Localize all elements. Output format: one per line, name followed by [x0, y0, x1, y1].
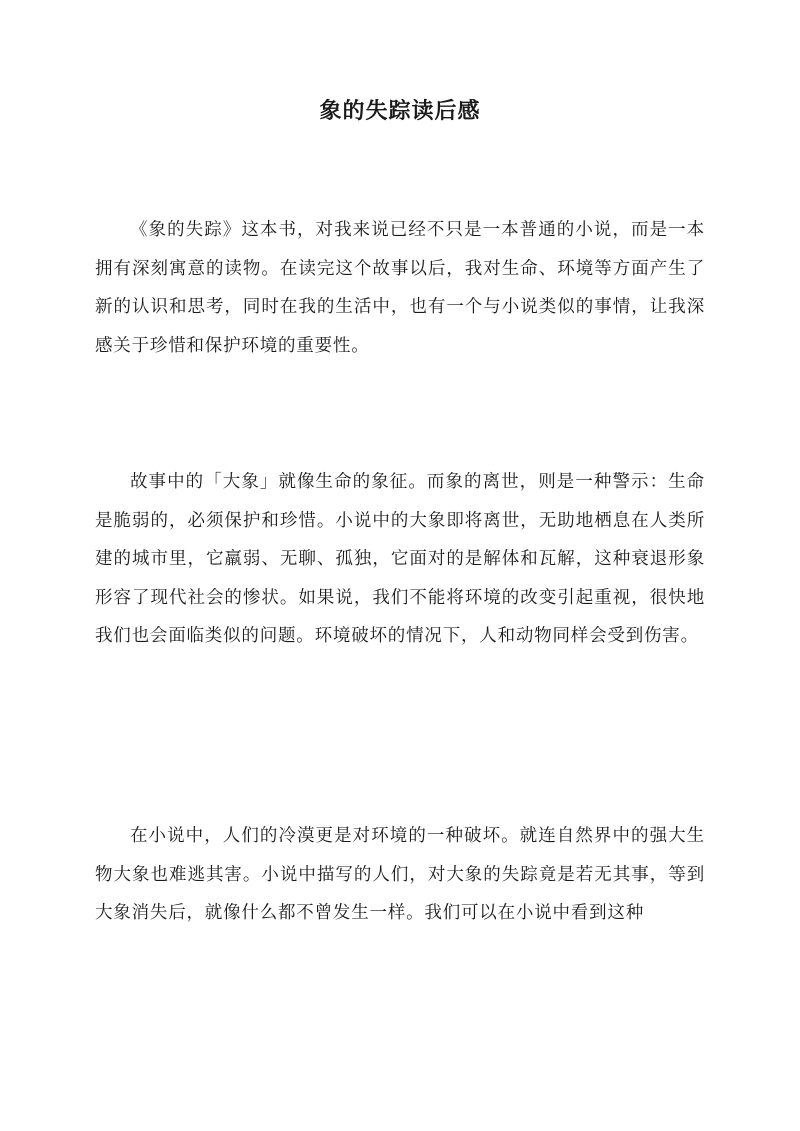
- document-title: 象的失踪读后感: [319, 98, 481, 124]
- paragraph-2: 故事中的「大象」就像生命的象征。而象的离世，则是一种警示：生命是脆弱的，必须保护和珍惜。小说中的大象即将离世，无助地栖息在人类所建的城市里，它羸弱、无聊、孤独，它面对的是解体和瓦解，这种衰退形象形容了现代社会的惨状。如果说，我们不能将环境的改变引起重视，很快地我们也会面临类似的问题。环境破坏的情况下，人和动物同样会受到伤害。: [95, 472, 705, 646]
- paragraph-1: 《象的失踪》这本书，对我来说已经不只是一本普通的小说，而是一本拥有深刻寓意的读物。在读完这个故事以后，我对生命、环境等方面产生了新的认识和思考，同时在我的生活中，也有一个与小说类似的事情，让我深感关于珍惜和保护环境的重要性。: [95, 220, 705, 356]
- paragraph-3: 在小说中，人们的冷漠更是对环境的一种破坏。就连自然界中的强大生物大象也难逃其害。小说中描写的人们，对大象的失踪竟是若无其事，等到大象消失后，就像什么都不曾发生一样。我们可以在小说中看到这种: [95, 826, 705, 923]
